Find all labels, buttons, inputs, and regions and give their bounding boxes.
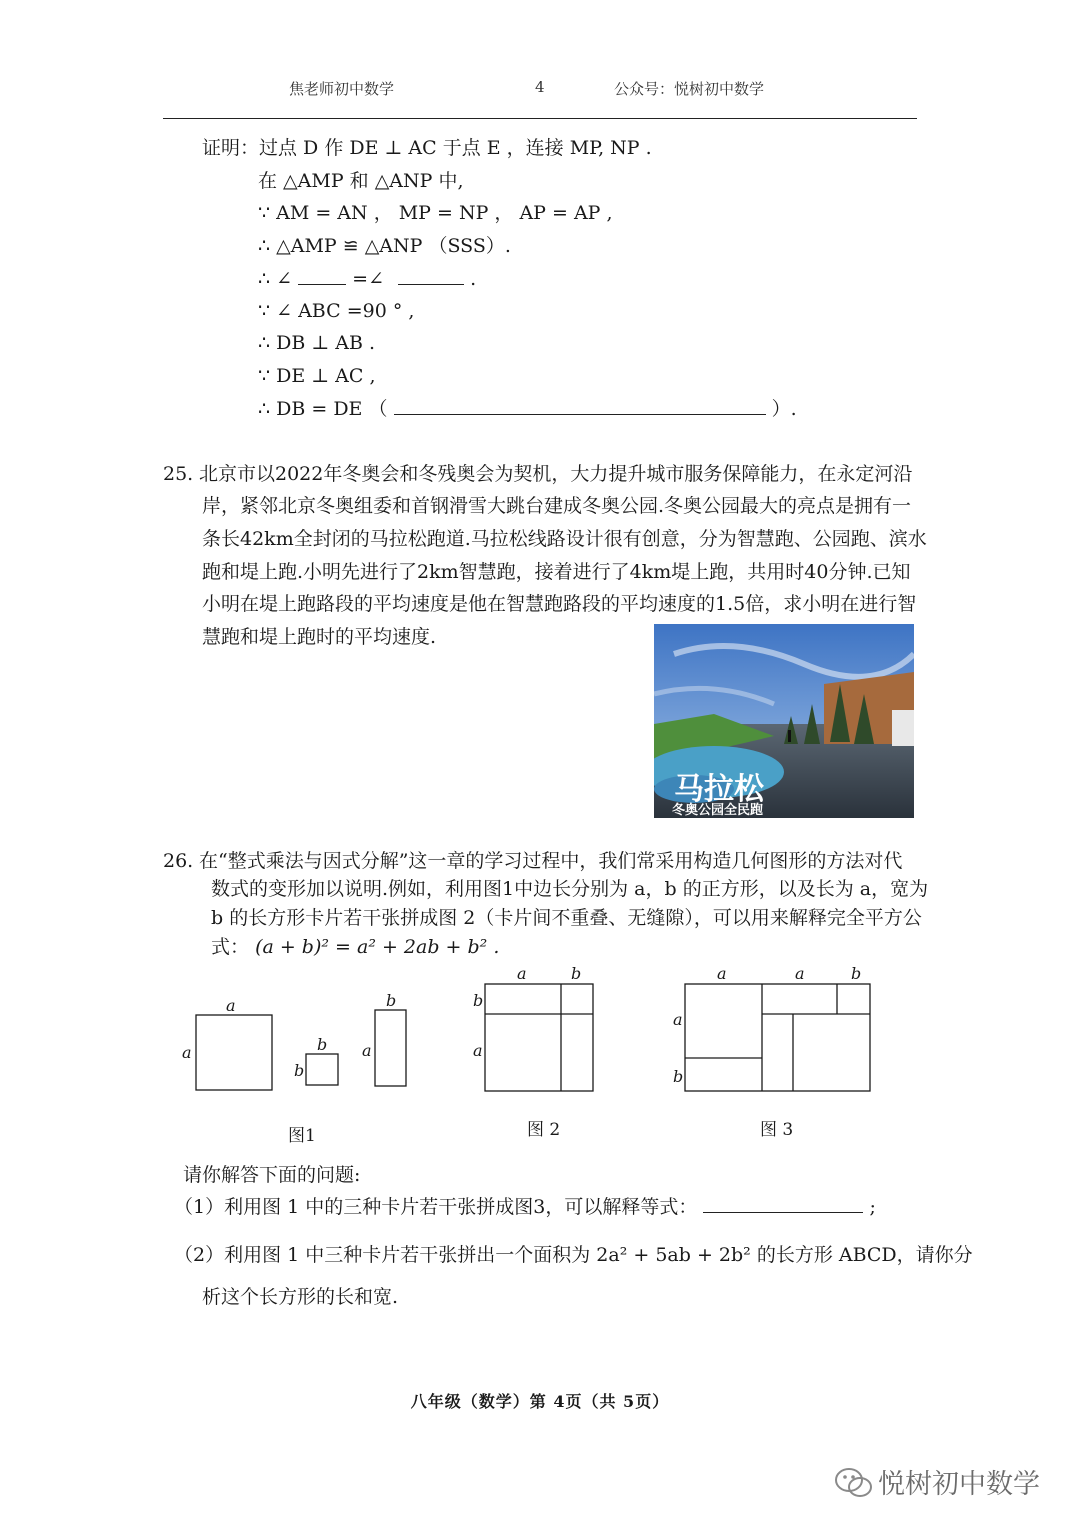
q26-line-4 bbox=[211, 935, 499, 959]
fig3-left-b: b bbox=[673, 1067, 684, 1086]
q25-line-3: 条长42km全封闭的马拉松跑道.马拉松线路设计很有创意，分为智慧跑、公园跑、滨水 bbox=[202, 528, 927, 550]
figure-1-caption: 图1 bbox=[288, 1126, 316, 1146]
fig3-top-a2: a bbox=[795, 964, 805, 983]
proof-line-4: ∴ △AMP ≌ △ANP （SSS）. bbox=[258, 235, 511, 257]
q26-formula-prefix: 式： bbox=[211, 936, 250, 958]
rectangle-ab bbox=[375, 1010, 406, 1086]
figure-3-caption: 图 3 bbox=[760, 1120, 794, 1140]
proof-line-9-prefix: ∴ DB = DE （ bbox=[258, 398, 388, 420]
proof-line-5-end: . bbox=[470, 268, 477, 290]
proof-line-5-mid: =∠ bbox=[352, 268, 384, 290]
photo-park-text: 冬奥公园全民跑 bbox=[672, 803, 764, 818]
q25-line-1: 北京市以2022年冬奥会和冬残奥会为契机，大力提升城市服务保障能力，在永定河沿 bbox=[199, 463, 913, 485]
q26-line-1: 在“整式乘法与因式分解”这一章的学习过程中，我们常采用构造几何图形的方法对代 bbox=[199, 850, 903, 872]
proof-line-1: 证明：过点 D 作 DE ⊥ AC 于点 E ，连接 MP, NP . bbox=[202, 137, 652, 159]
fig2-top-a: a bbox=[517, 964, 527, 983]
square-b bbox=[306, 1054, 338, 1085]
square-b-top-label: b bbox=[317, 1035, 328, 1054]
square-b-left-label: b bbox=[294, 1061, 305, 1080]
proof-line-9-end: ）. bbox=[771, 398, 797, 420]
photo-marathon-text: 马拉松 bbox=[674, 772, 764, 807]
q26-part-2-line-2: 析这个长方形的长和宽. bbox=[202, 1286, 399, 1308]
equation-blank[interactable] bbox=[703, 1195, 863, 1213]
square-a-left-label: a bbox=[182, 1043, 192, 1062]
q26-line-2: 数式的变形加以说明.例如，利用图1中边长分别为 a，b 的正方形，以及长为 a，宽为 bbox=[211, 878, 929, 900]
q26-part-2-line-1: （2）利用图 1 中三种卡片若干张拼出一个面积为 2a² + 5ab + 2b² 的长方形 ABCD，请你分 bbox=[174, 1244, 973, 1266]
rect-top-label: b bbox=[386, 991, 397, 1010]
fig3-top-a1: a bbox=[717, 964, 727, 983]
perfect-square-formula: (a + b)² = a² + 2ab + b² . bbox=[255, 936, 500, 958]
q25-line-6: 慧跑和堤上跑时的平均速度. bbox=[202, 626, 437, 648]
wechat-icon bbox=[834, 1466, 874, 1500]
figure-2-caption: 图 2 bbox=[527, 1120, 561, 1140]
q26-ask: 请你解答下面的问题: bbox=[183, 1164, 361, 1186]
q26-part-1-text: （1）利用图 1 中的三种卡片若干张拼成图3，可以解释等式： bbox=[174, 1196, 698, 1218]
fig2-left-b: b bbox=[473, 991, 484, 1010]
angle-blank-1[interactable] bbox=[298, 267, 346, 285]
figure-1 bbox=[170, 990, 420, 1100]
header-rule bbox=[163, 118, 917, 119]
proof-line-7: ∴ DB ⊥ AB . bbox=[258, 332, 376, 354]
marathon-track-photo bbox=[654, 624, 914, 818]
proof-line-8: ∵ DE ⊥ AC , bbox=[258, 365, 376, 387]
square-a-top-label: a bbox=[226, 996, 236, 1015]
q25-number: 25. bbox=[163, 463, 194, 485]
figure-3 bbox=[665, 962, 880, 1097]
rect-left-label: a bbox=[362, 1041, 372, 1060]
fig2-left-a: a bbox=[473, 1041, 483, 1060]
proof-line-2: 在 △AMP 和 △ANP 中, bbox=[258, 170, 464, 192]
figure-2 bbox=[465, 962, 605, 1097]
proof-line-5 bbox=[258, 267, 476, 291]
proof-line-6: ∵ ∠ ABC =90 ° , bbox=[258, 300, 415, 322]
q26-part-1 bbox=[174, 1195, 876, 1219]
q26-line-3: b 的长方形卡片若干张拼成图 2（卡片间不重叠、无缝隙），可以用来解释完全平方公 bbox=[211, 907, 922, 929]
q25-line-4: 跑和堤上跑.小明先进行了2km智慧跑，接着进行了4km堤上跑，共用时40分钟.已知 bbox=[202, 561, 911, 583]
fig2-top-b: b bbox=[571, 964, 582, 983]
proof-line-5-prefix: ∴ ∠ bbox=[258, 268, 293, 290]
proof-line-9 bbox=[258, 397, 797, 421]
q25-line-2: 岸，紧邻北京冬奥组委和首钢滑雪大跳台建成冬奥公园.冬奥公园最大的亮点是拥有一 bbox=[202, 495, 912, 517]
fig3-top-b: b bbox=[851, 964, 862, 983]
angle-blank-2[interactable] bbox=[398, 267, 464, 285]
q25-line-5: 小明在堤上跑路段的平均速度是他在智慧跑路段的平均速度的1.5倍，求小明在进行智 bbox=[202, 593, 917, 615]
header-page-number: 4 bbox=[535, 78, 545, 96]
proof-line-3: ∵ AM = AN ， MP = NP ， AP = AP , bbox=[258, 202, 613, 224]
q26-number: 26. bbox=[163, 850, 194, 872]
header-left: 焦老师初中数学 bbox=[289, 80, 395, 98]
q26-part-1-end: ; bbox=[869, 1196, 876, 1218]
watermark-text: 悦树初中数学 bbox=[878, 1469, 1040, 1500]
reason-blank[interactable] bbox=[394, 397, 766, 415]
fig3-left-a: a bbox=[673, 1010, 683, 1029]
page-footer: 八年级（数学）第 4页（共 5页） bbox=[410, 1392, 670, 1411]
square-a bbox=[196, 1015, 272, 1090]
header-right: 公众号：悦树初中数学 bbox=[614, 80, 765, 98]
